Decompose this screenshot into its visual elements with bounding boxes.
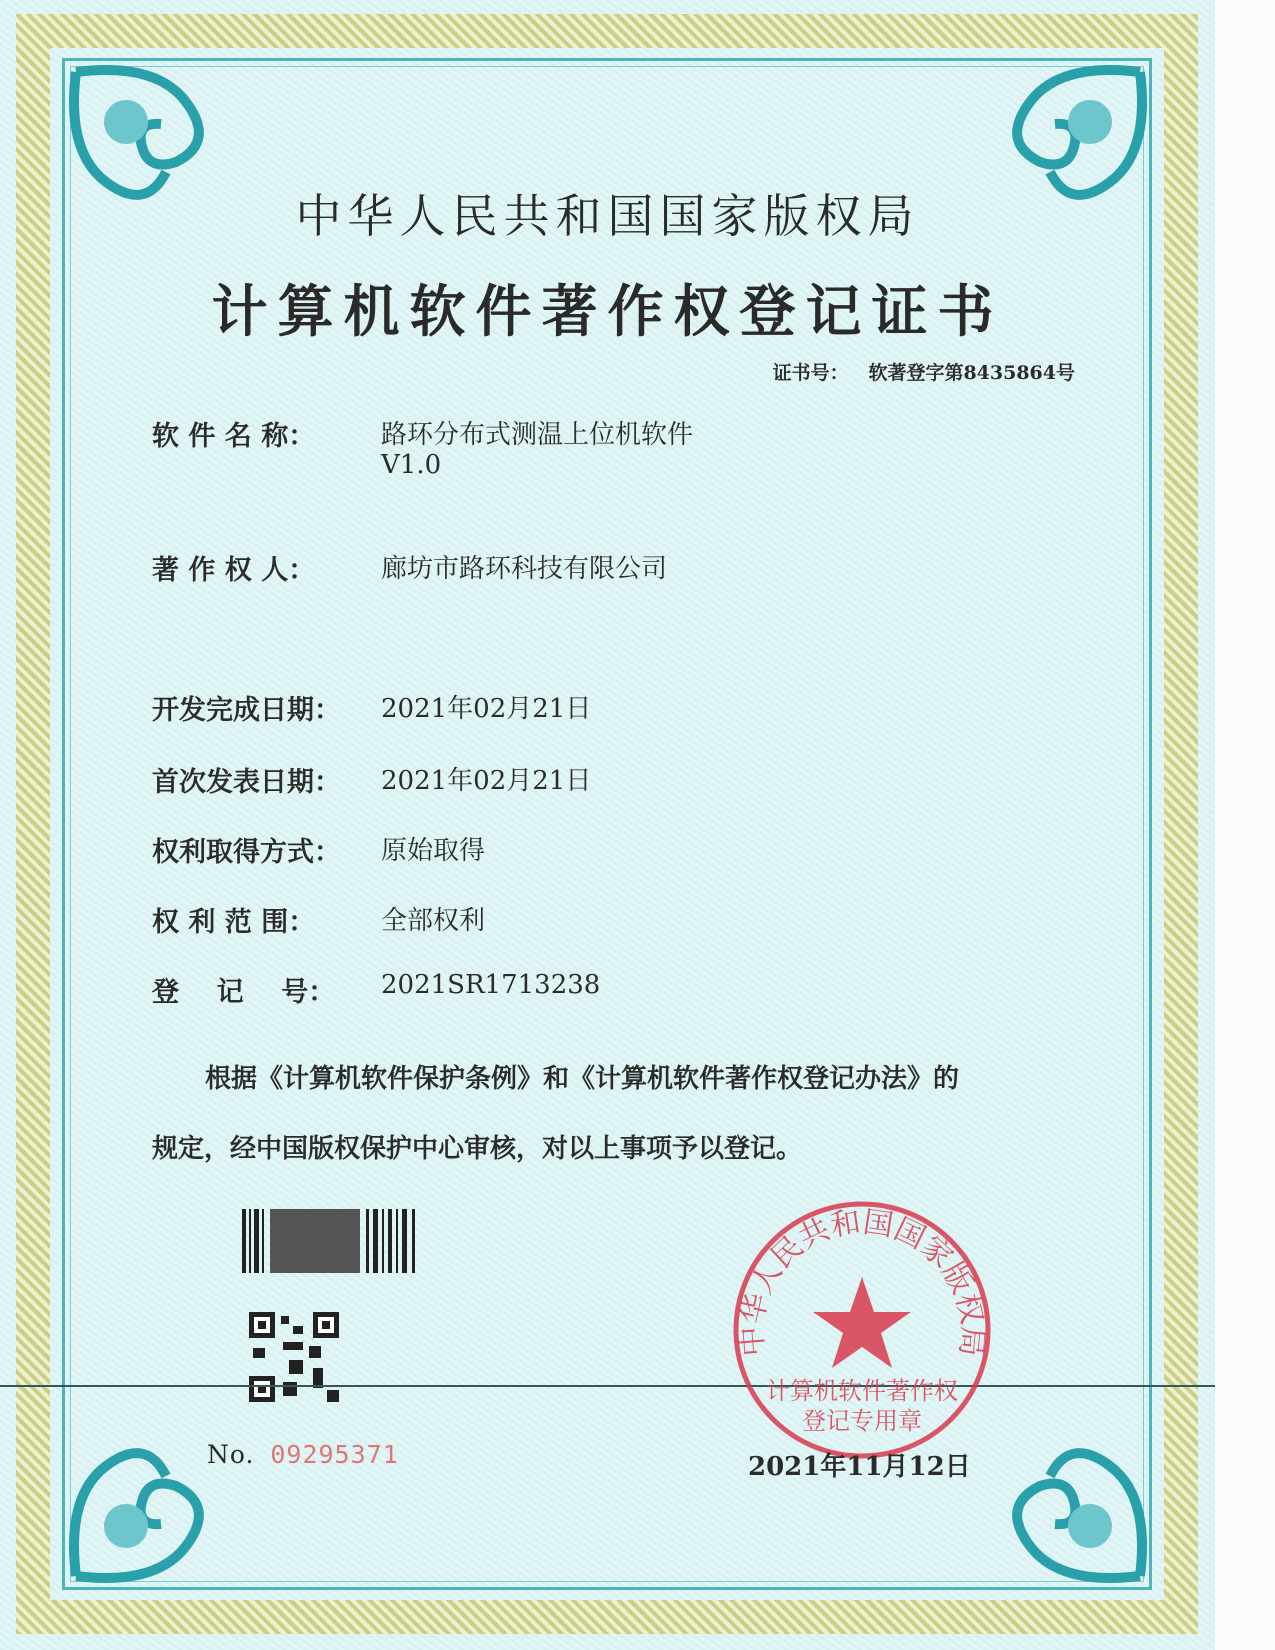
field-value-registration-number: 2021SR1713238 bbox=[381, 970, 601, 1000]
field-value-acquisition-method: 原始取得 bbox=[381, 836, 486, 866]
serial-number-value: 09295371 bbox=[270, 1440, 399, 1469]
serial-number bbox=[207, 1440, 399, 1469]
field-value-copyright-owner: 廊坊市路环科技有限公司 bbox=[381, 554, 668, 584]
field-label-registration-number: 登 记 号： bbox=[152, 977, 336, 1008]
statement-line-2: 规定，经中国版权保护中心审核，对以上事项予以登记。 bbox=[152, 1134, 803, 1164]
seal-line-1: 计算机软件著作权 bbox=[766, 1377, 958, 1405]
scan-line-divider bbox=[0, 1385, 1215, 1387]
field-value-rights-scope: 全部权利 bbox=[381, 906, 486, 936]
issue-date: 2021年11月12日 bbox=[748, 1452, 971, 1482]
certificate-number bbox=[773, 358, 1075, 385]
barcode-icon bbox=[242, 1209, 420, 1273]
certificate-number-label: 证书号： bbox=[772, 362, 849, 384]
field-value-publication-date: 2021年02月21日 bbox=[381, 766, 592, 796]
certificate-title: 计算机软件著作权登记证书 bbox=[211, 279, 1004, 345]
field-value-software-version: V1.0 bbox=[381, 450, 442, 480]
field-value-software-name: 路环分布式测温上位机软件 bbox=[381, 420, 694, 450]
seal-line-2: 登记专用章 bbox=[802, 1407, 922, 1435]
certificate-number-value: 软著登字第8435864号 bbox=[868, 362, 1075, 384]
official-seal bbox=[731, 1199, 993, 1461]
field-label-rights-scope: 权 利 范 围： bbox=[152, 907, 316, 938]
serial-number-prefix: No. bbox=[207, 1440, 255, 1469]
field-label-software-name: 软 件 名 称： bbox=[152, 421, 316, 452]
field-label-copyright-owner: 著 作 权 人： bbox=[152, 555, 316, 586]
star-icon bbox=[813, 1277, 911, 1368]
field-label-publication-date: 首次发表日期： bbox=[152, 767, 341, 798]
qr-code-icon bbox=[249, 1312, 339, 1402]
field-label-completion-date: 开发完成日期： bbox=[152, 695, 341, 726]
issuing-authority: 中华人民共和国国家版权局 bbox=[295, 189, 920, 243]
statement-line-1: 根据《计算机软件保护条例》和《计算机软件著作权登记办法》的 bbox=[205, 1064, 960, 1094]
seal-ring-text: 中华人民共和国国家版权局 bbox=[734, 1204, 990, 1358]
corner-ornament-icon bbox=[66, 1386, 266, 1586]
field-value-completion-date: 2021年02月21日 bbox=[381, 694, 592, 724]
field-label-acquisition-method: 权利取得方式： bbox=[152, 837, 341, 868]
